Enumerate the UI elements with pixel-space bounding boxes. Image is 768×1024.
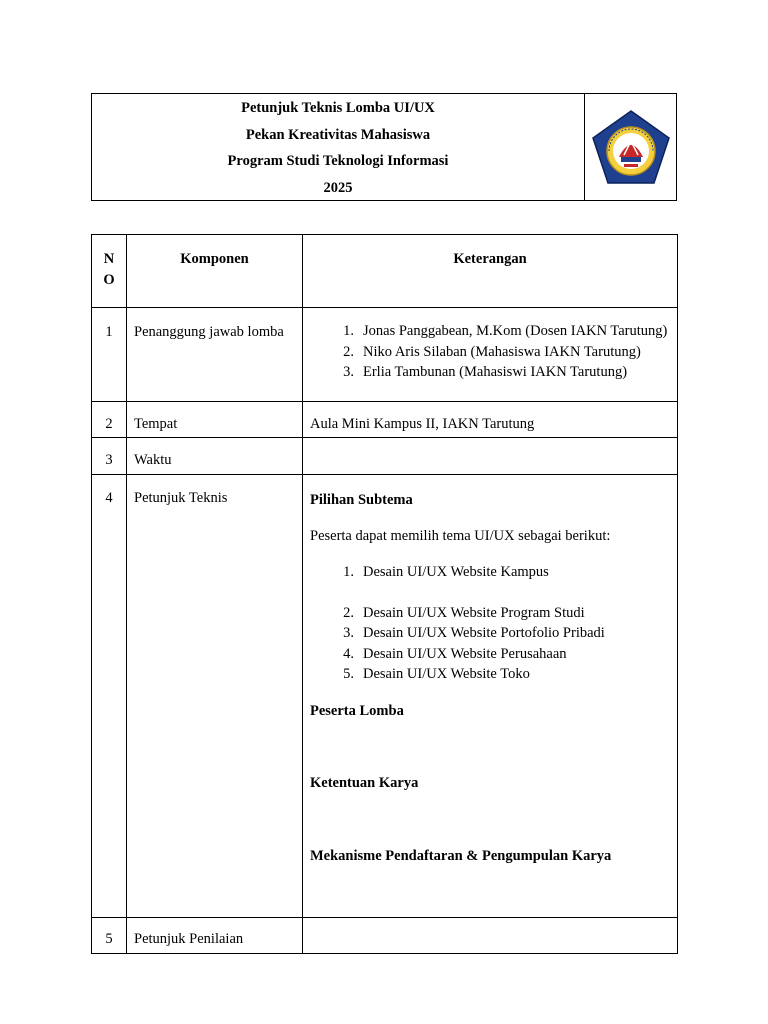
list-number: 4. <box>343 645 354 662</box>
row-number: 4 <box>92 475 127 918</box>
list-item <box>310 644 677 665</box>
row-komponen: Petunjuk Penilaian <box>127 918 303 954</box>
row-keterangan <box>303 475 678 918</box>
list-number: 5. <box>343 666 354 682</box>
row-keterangan <box>303 918 678 954</box>
header-table <box>91 93 677 201</box>
list-number: 1. <box>343 323 354 339</box>
header-year-line: 2025 <box>323 180 353 197</box>
list-text: Desain UI/UX Website Portofolio Pribadi <box>363 625 605 641</box>
list-text: Desain UI/UX Website Perusahaan <box>363 645 567 662</box>
row-number: 5 <box>92 918 127 954</box>
list-number: 2. <box>343 604 354 621</box>
list-item <box>310 362 677 383</box>
header-program-line: Program Studi Teknologi Informasi <box>227 153 449 170</box>
list-item <box>310 321 677 342</box>
subtema-title: Pilihan Subtema <box>310 492 413 508</box>
list-text: Desain UI/UX Website Toko <box>363 666 530 682</box>
list-number: 1. <box>343 564 354 580</box>
row-number: 2 <box>92 402 127 438</box>
row-keterangan: Aula Mini Kampus II, IAKN Tarutung <box>303 402 678 438</box>
list-item <box>310 664 677 685</box>
list-text: Desain UI/UX Website Program Studi <box>363 604 585 621</box>
table-row <box>92 438 678 475</box>
list-item <box>310 562 677 583</box>
row-keterangan <box>303 438 678 475</box>
header-title-block <box>92 94 585 200</box>
subtema-intro: Peserta dapat memilih tema UI/UX sebagai berikut: <box>310 528 611 544</box>
list-text: Jonas Panggabean, M.Kom (Dosen IAKN Tarutung) <box>363 323 668 339</box>
header-title-line: Petunjuk Teknis Lomba UI/UX <box>241 100 435 116</box>
logo-cell <box>585 94 676 200</box>
ketentuan-title: Ketentuan Karya <box>310 774 419 791</box>
content-table <box>91 234 678 954</box>
header-no-line: O <box>103 272 115 288</box>
list-number: 3. <box>343 625 354 641</box>
table-row <box>92 918 678 954</box>
list-item <box>310 342 677 363</box>
row-number: 1 <box>92 308 127 402</box>
header-no-line: N <box>103 251 115 267</box>
list-item <box>310 603 677 624</box>
table-row <box>92 475 678 918</box>
header-subtitle-line: Pekan Kreativitas Mahasiswa <box>245 126 431 143</box>
list-number: 2. <box>343 343 354 360</box>
list-number: 3. <box>343 364 354 380</box>
row-number: 3 <box>92 438 127 475</box>
list-text: Desain UI/UX Website Kampus <box>363 564 549 580</box>
peserta-title: Peserta Lomba <box>310 702 404 719</box>
header-no <box>92 235 127 308</box>
mekanisme-title: Mekanisme Pendaftaran & Pengumpulan Karya <box>310 847 612 864</box>
header-komponen: Komponen <box>127 235 303 308</box>
row-komponen: Tempat <box>127 402 303 438</box>
list-item <box>310 623 677 644</box>
list-text: Niko Aris Silaban (Mahasiswa IAKN Tarutung) <box>363 343 641 360</box>
table-row <box>92 402 678 438</box>
row-komponen: Waktu <box>127 438 303 475</box>
header-keterangan: Keterangan <box>303 235 678 308</box>
list-text: Erlia Tambunan (Mahasiswi IAKN Tarutung) <box>363 364 628 380</box>
table-header-row <box>92 235 678 308</box>
row-komponen: Penanggung jawab lomba <box>127 308 303 402</box>
iakn-tarutung-emblem-icon <box>591 109 671 185</box>
row-keterangan <box>303 308 678 402</box>
table-row <box>92 308 678 402</box>
row-komponen: Petunjuk Teknis <box>127 475 303 918</box>
penanggung-jawab-list <box>310 308 677 383</box>
subtema-list <box>310 562 677 685</box>
